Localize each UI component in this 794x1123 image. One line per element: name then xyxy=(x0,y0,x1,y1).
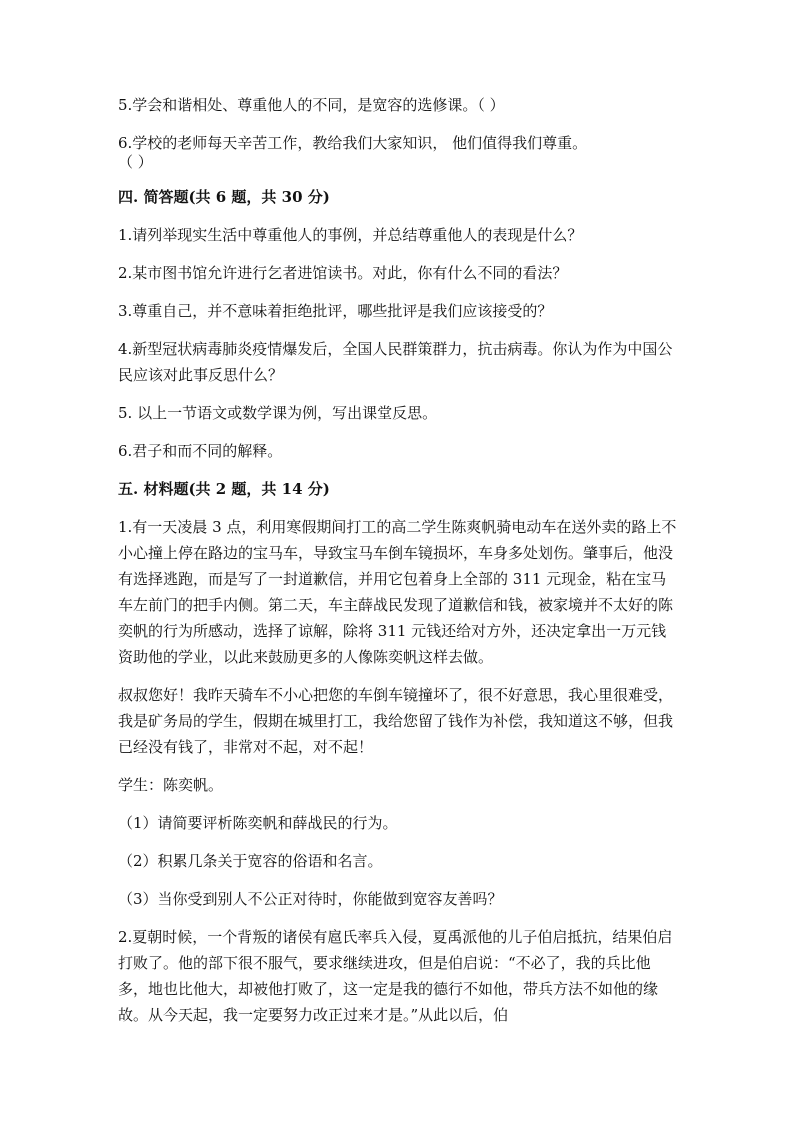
section4-item-6: 6.君子和而不同的解释。 xyxy=(118,442,283,460)
section5-q1-sub-2: （2）积累几条关于宽容的俗语和名言。 xyxy=(118,852,383,870)
judge-item-5: 5.学会和谐相处、尊重他人的不同，是宽容的选修课。（ ） xyxy=(118,96,505,114)
document-page xyxy=(118,92,678,1028)
section5-q1-material: 1.有一天凌晨 3 点，利用寒假期间打工的高二学生陈爽帆骑电动车在送外卖的路上不小心撞上停在路边的宝马车，导致宝马车倒车镜损坏，车身多处划伤。肇事后，他没有选择逃跑，而是写了一封道歉信，并用它包着身上全部的 311 元现金，粘在宝马车左前门的把手内侧。第二天，车主薛战民发现了道歉信和钱，被家境并不太好的陈奕帆的行为所感动，选择了谅解，除将 311 元钱还给对方外，还决定拿出一万元钱资助他的学业，以此来鼓励更多的人像陈奕帆这样去做。 xyxy=(118,518,677,666)
section4-item-2: 2.某市图书馆允许进行乞者进馆读书。对此，你有什么不同的看法？ xyxy=(118,264,568,282)
section4-title: 四. 简答题(共 6 题，共 30 分) xyxy=(118,188,330,206)
judge-item-6: 6.学校的老师每天辛苦工作，教给我们大家知识， 他们值得我们尊重。 xyxy=(118,134,588,152)
section5-q1-letter: 叔叔您好！我昨天骑车不小心把您的车倒车镜撞坏了，很不好意思，我心里很难受，我是矿务局的学生，假期在城里打工，我给您留了钱作为补偿，我知道这不够，但我已经没有钱了，非常对不起，对不起！ xyxy=(118,686,674,756)
section4-item-4: 4.新型冠状病毒肺炎疫情爆发后，全国人民群策群力，抗击病毒。你认为作为中国公民应该对此事反思什么？ xyxy=(118,340,673,384)
section5-q1-sub-1: （1）请简要评析陈奕帆和薛战民的行为。 xyxy=(118,814,398,832)
section5-q1-sub-3: （3）当你受到别人不公正对待时，你能做到宽容友善吗？ xyxy=(118,890,503,908)
judge-item-6-paren: （ ） xyxy=(118,153,153,171)
section4-item-1: 1.请列举现实生活中尊重他人的事例，并总结尊重他人的表现是什么？ xyxy=(118,226,583,244)
section4-item-3: 3.尊重自己，并不意味着拒绝批评，哪些批评是我们应该接受的？ xyxy=(118,302,553,320)
section5-q2-material: 2.夏朝时候，一个背叛的诸侯有扈氏率兵入侵，夏禹派他的儿子伯启抵抗，结果伯启打败了。他的部下很不服气，要求继续进攻，但是伯启说：“不必了，我的兵比他多，地也比他大，却被他打败了，这一定是我的德行不如他，带兵方法不如他的缘故。从今天起，我一定要努力改正过来才是。”从此以后，伯 xyxy=(118,928,673,1024)
section5-q1-signature: 学生：陈奕帆。 xyxy=(118,776,224,794)
section5-title: 五. 材料题(共 2 题，共 14 分) xyxy=(118,480,330,498)
section4-item-5: 5. 以上一节语文或数学课为例，写出课堂反思。 xyxy=(118,404,438,422)
